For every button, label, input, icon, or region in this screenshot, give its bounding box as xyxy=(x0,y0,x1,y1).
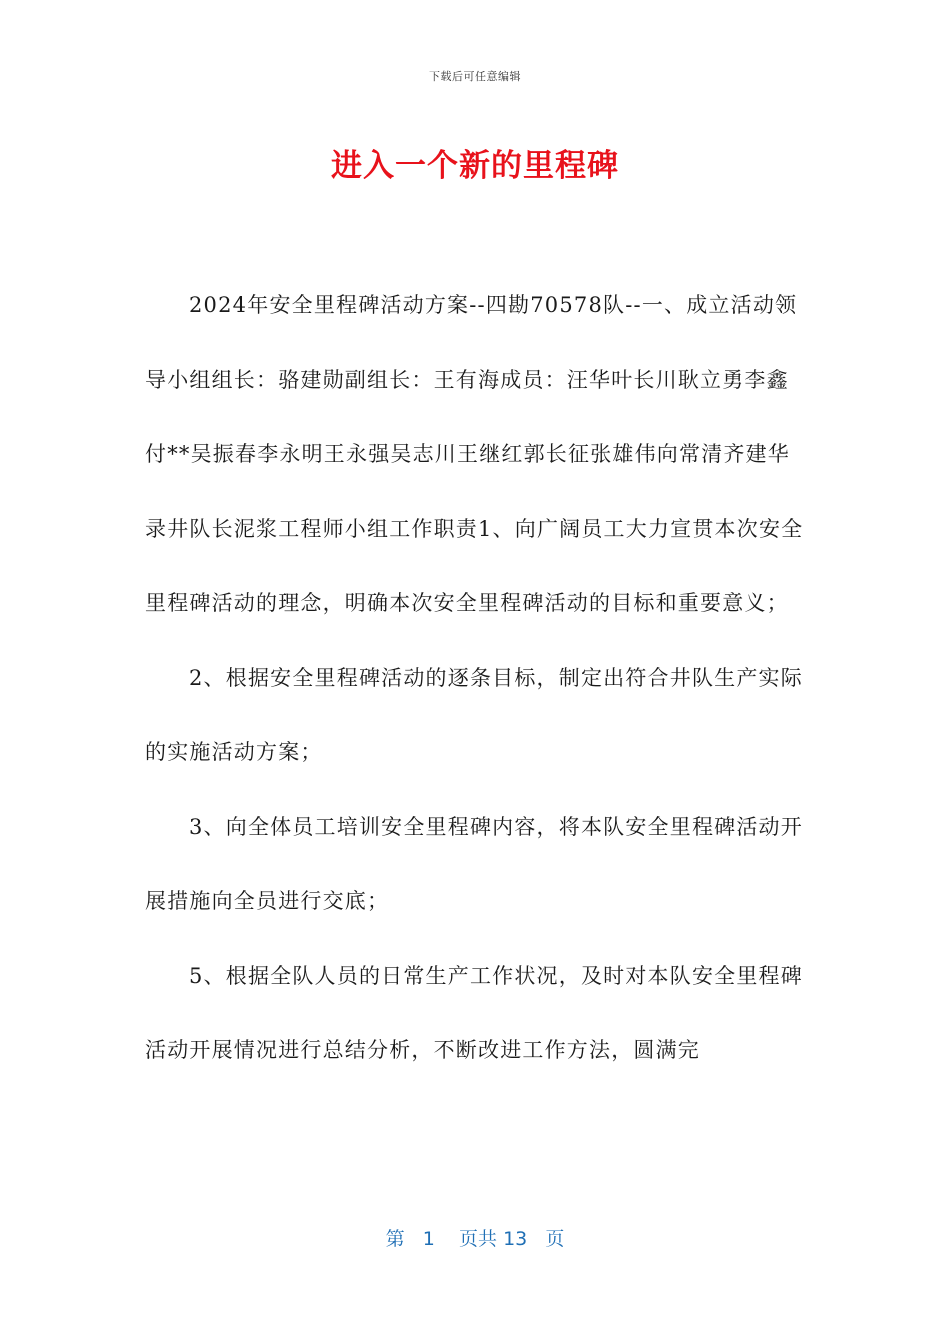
paragraph-3: 3、向全体员工培训安全里程碑内容，将本队安全里程碑活动开展措施向全员进行交底； xyxy=(145,814,803,913)
page-middle: 页共 xyxy=(459,1228,498,1250)
header-note: 下载后可任意编辑 xyxy=(429,70,521,83)
document-body xyxy=(145,268,805,1088)
page-suffix: 页 xyxy=(545,1228,565,1250)
current-page-number: 1 xyxy=(422,1228,435,1250)
total-pages-number: 13 xyxy=(503,1228,528,1250)
paragraph-1: 2024年安全里程碑活动方案--四勘70578队--一、成立活动领导小组组长：骆建勋副组长：王有海成员：汪华叶长川耿立勇李鑫付**吴振春李永明王永强吴志川王继红郭长征张雄伟向常清齐建华录井队长泥浆工程师小组工作职责1、向广阔员工大力宣贯本次安全里程碑活动的理念，明确本次安全里程碑活动的目标和重要意义； xyxy=(145,293,804,615)
page-footer xyxy=(0,1224,950,1251)
paragraph-2: 2、根据安全里程碑活动的逐条目标，制定出符合井队生产实际的实施活动方案； xyxy=(145,665,803,764)
document-title: 进入一个新的里程碑 xyxy=(331,148,619,184)
page-prefix: 第 xyxy=(385,1228,405,1250)
paragraph-4: 5、根据全队人员的日常生产工作状况，及时对本队安全里程碑活动开展情况进行总结分析，不断改进工作方法，圆满完 xyxy=(145,963,803,1062)
